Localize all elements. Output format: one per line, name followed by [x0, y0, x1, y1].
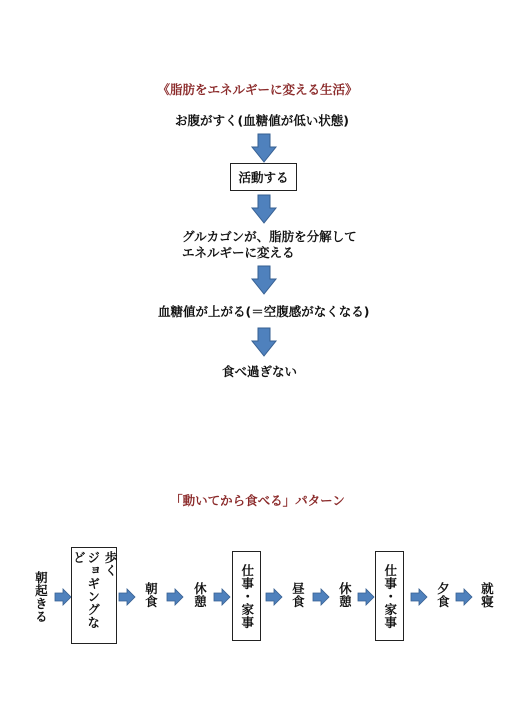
- right-arrow-icon: [55, 589, 71, 605]
- timeline-work-2-sep: ・: [382, 589, 398, 603]
- down-arrow-icon: [252, 266, 276, 294]
- flow-step-glucagon: [182, 229, 357, 261]
- timeline-work-2-b: 家事: [382, 602, 398, 629]
- timeline-wake: 朝起きる: [33, 571, 49, 623]
- timeline-sleep: 就寝: [479, 582, 495, 608]
- flow-step-no-overeat: 食べ過ぎない: [222, 364, 298, 379]
- timeline-dinner: 夕食: [435, 582, 451, 608]
- flow-step-glucagon-line2: エネルギーに変える: [182, 245, 295, 260]
- flow-box-activity: [230, 163, 297, 191]
- timeline-work-1-b: 家事: [239, 602, 255, 629]
- flow-step-hungry: お腹がすく(血糖値が低い状態): [175, 113, 349, 128]
- timeline-work-1-sep: ・: [239, 589, 255, 603]
- right-arrow-icon: [411, 589, 427, 605]
- top-flow-title: 《脂肪をエネルギーに変える生活》: [157, 82, 358, 97]
- timeline-walk-col2: ジョギングなど: [71, 550, 101, 629]
- bottom-flow-title: 「動いてから食べる」パターン: [170, 493, 345, 508]
- timeline-breakfast: 朝食: [143, 582, 159, 608]
- timeline-work-2-a: 仕事: [382, 563, 398, 590]
- right-arrow-icon: [119, 589, 135, 605]
- down-arrow-icon: [252, 195, 276, 223]
- down-arrow-icon: [252, 328, 276, 356]
- right-arrow-icon: [167, 589, 183, 605]
- down-arrow-icon: [252, 134, 276, 162]
- timeline-walk-box: [71, 547, 117, 644]
- timeline-lunch: 昼食: [290, 582, 306, 608]
- timeline-walk-col1: 歩く: [103, 550, 119, 577]
- flow-step-glucagon-line1: グルカゴンが、脂肪を分解して: [182, 229, 357, 244]
- timeline-work-box-2: [375, 551, 404, 641]
- timeline-rest-1: 休憩: [192, 582, 208, 608]
- right-arrow-icon: [358, 589, 374, 605]
- flow-step-blood-sugar: 血糖値が上がる(＝空腹感がなくなる): [158, 304, 370, 319]
- right-arrow-icon: [313, 589, 329, 605]
- right-arrow-icon: [214, 589, 230, 605]
- timeline-work-1-a: 仕事: [239, 563, 255, 590]
- timeline-rest-2: 休憩: [337, 582, 353, 608]
- right-arrow-icon: [456, 589, 472, 605]
- right-arrow-icon: [266, 589, 282, 605]
- timeline-work-box-1: [232, 551, 261, 641]
- flow-step-activity-label: 活動する: [238, 170, 289, 185]
